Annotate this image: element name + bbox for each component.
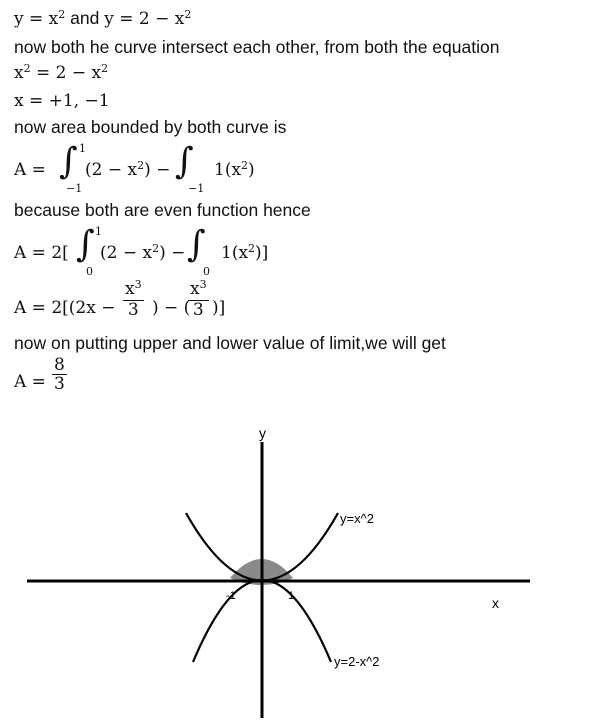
area-symbol: A =: [14, 372, 46, 392]
integrand-2: [214, 160, 255, 180]
curve-label-y-2-x2: y=2-x^2: [334, 654, 380, 669]
integrand-1-end: ) −: [144, 160, 171, 180]
numerator: x: [125, 279, 135, 299]
exponent: 2: [248, 242, 256, 255]
roots: x = +1, −1: [14, 91, 110, 111]
fraction-x3-over-3: [188, 280, 209, 319]
exponent: 2: [23, 62, 31, 75]
exponent: 2: [241, 159, 249, 172]
lower-limit: 0: [203, 265, 210, 278]
integrand-2-text: 1(x: [221, 243, 249, 263]
exponent: 2: [137, 159, 145, 172]
tick-label-1: 1: [288, 590, 295, 602]
integrand-2-text: 1(x: [214, 160, 242, 180]
integrand-1-text: (2 − x: [100, 243, 153, 263]
tick-label-neg-1: -1: [226, 590, 236, 602]
integrand-2-end: ): [248, 160, 255, 180]
integrand-1: [100, 243, 185, 263]
and-text: and: [65, 8, 105, 28]
integrand-2-end: )]: [255, 243, 269, 263]
integral-sign: ∫: [76, 224, 95, 265]
upper-limit: 1: [79, 142, 86, 155]
exponent: 2: [101, 62, 109, 75]
eq-y-x2: y = x: [14, 9, 59, 29]
fraction-8-over-3: [52, 356, 67, 393]
upper-limit: 1: [95, 225, 102, 238]
numerator: 8: [54, 355, 65, 375]
integral-sign: ∫: [187, 224, 206, 265]
area-symbol: A =: [14, 160, 46, 180]
integrand-1-end: ) −: [159, 243, 186, 263]
limit-statement: now on putting upper and lower value of limit,we will get: [14, 333, 446, 353]
area-statement: now area bounded by both curve is: [14, 117, 287, 137]
eq-y-2-x2: y = 2 − x: [104, 9, 185, 29]
eq-x: x: [14, 63, 24, 83]
exponent: 2: [152, 242, 160, 255]
intersect-statement: now both he curve intersect each other, from both the equation: [14, 37, 500, 57]
equation-intersection: [14, 63, 108, 83]
antiderivative-mid: ) − (: [152, 298, 191, 318]
integrand-2: [221, 243, 268, 263]
exponent: 2: [58, 8, 66, 21]
exponent: 2: [184, 8, 192, 21]
denominator: 3: [54, 374, 65, 394]
x-axis-label: x: [492, 595, 499, 611]
area-symbol: A = 2[: [14, 243, 69, 263]
integral-sign: ∫: [175, 141, 194, 182]
equation-curves: [14, 8, 191, 29]
fraction-x3-over-3: [123, 280, 144, 319]
exponent: 3: [134, 278, 142, 291]
exponent: 3: [199, 278, 207, 291]
lower-limit: −1: [66, 182, 83, 195]
integral-sign: ∫: [59, 141, 78, 182]
antiderivative-start: A = 2[(2x −: [14, 298, 116, 318]
y-axis-label: y: [259, 425, 266, 441]
antiderivative-end: )]: [212, 298, 226, 318]
lower-limit: 0: [86, 265, 93, 278]
curves-graph: [0, 396, 604, 726]
denominator: 3: [192, 300, 204, 320]
denominator: 3: [127, 300, 139, 320]
eq-2-x: = 2 − x: [30, 63, 102, 83]
integrand-1: [85, 160, 170, 180]
even-function-statement: because both are even function hence: [14, 200, 311, 220]
lower-limit: −1: [188, 182, 205, 195]
numerator: x: [190, 279, 200, 299]
curve-label-y-x2: y=x^2: [340, 511, 374, 526]
integrand-1-text: (2 − x: [85, 160, 138, 180]
